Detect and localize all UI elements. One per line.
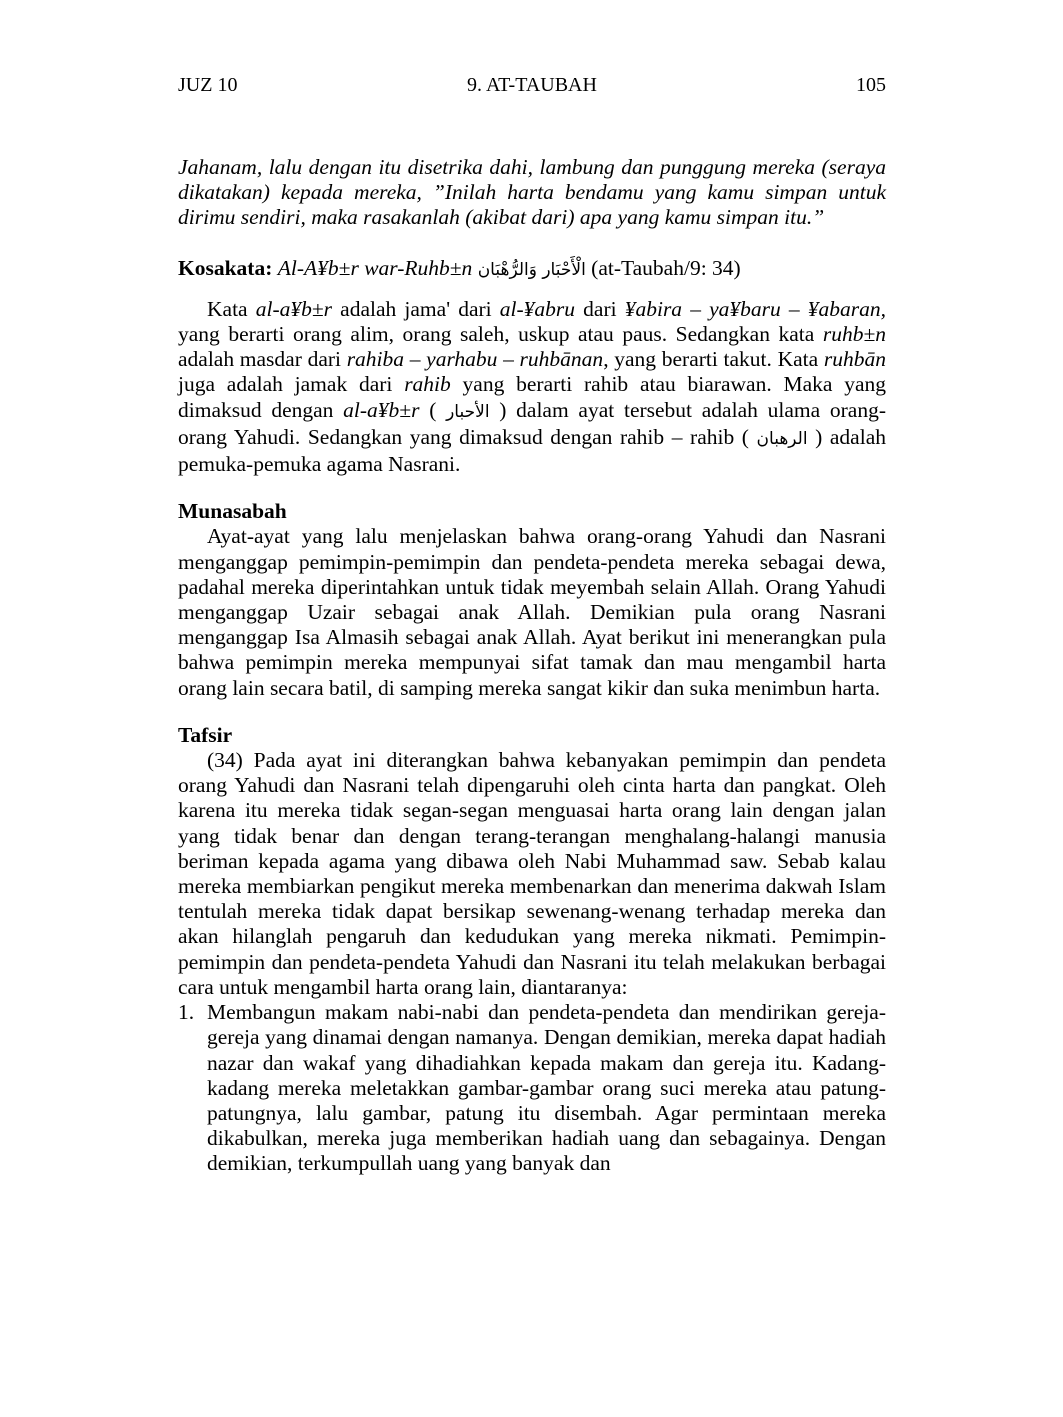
text-run: adalah jama' dari (332, 296, 500, 321)
text-run: yang berarti rahib atau biarawan. Maka yang dimaksud dengan (178, 372, 886, 422)
kosakata-label: Kosakata: (178, 255, 273, 280)
text-run: ) adalah pemuka-pemuka agama Nasrani. (178, 424, 886, 477)
tafsir-heading: Tafsir (178, 722, 233, 747)
spacer (178, 283, 886, 297)
intro-quote: Jahanam, lalu dengan itu disetrika dahi, lambung dan punggung mereka (seraya dikatakan) kepada mereka, ”Inilah harta bendamu yang kamu simpan untuk dirimu sendiri, maka rasakanlah (akibat dari) apa yang kamu simpan itu.” (178, 155, 886, 230)
kosakata-term: Al-A¥b±r war-Ruhb±n (277, 255, 473, 280)
arabic-term: الأحبار (446, 401, 490, 422)
text-run: Kata (207, 296, 256, 321)
running-header (178, 74, 886, 102)
text-run: yang berarti orang alim, orang saleh, uskup atau paus. Sedangkan kata (178, 322, 823, 347)
surah-title: 9. AT-TAUBAH (467, 74, 597, 96)
kosakata-arabic: الْأَحْبَار وَالرُّهْبَان (477, 259, 586, 280)
tafsir-points-list (178, 1000, 886, 1176)
term-italic: ruhb±n (822, 322, 886, 347)
text-run: juga adalah jamak dari (178, 372, 405, 397)
munasabah-paragraph: Ayat-ayat yang lalu menjelaskan bahwa orang-orang Yahudi dan Nasrani menganggap pemimpin-pemimpin dan pendeta-pendeta mereka sebagai dewa, padahal mereka diperintahkan untuk tidak meyembah selain Allah. Orang Yahudi menganggap Uzair sebagai anak Allah. Demikian pula orang Nasrani menganggap Isa Almasih sebagai anak Allah. Ayat berikut ini menerangkan pula bahwa pemimpin mereka mempunyai sifat tamak dan mau mengambil harta orang lain secara batil, di samping mereka sangat kikir dan suka menimbun harta. (178, 524, 886, 700)
list-item-number: 1. (178, 1000, 195, 1025)
text-run: , yang berarti takut. Kata (603, 347, 824, 372)
kosakata-reference: (at-Taubah/9: 34) (591, 255, 741, 280)
term-italic: ruhbān (823, 347, 886, 372)
term-italic: al-¥abru (499, 296, 576, 321)
text-run: ) dalam ayat tersebut adalah ulama orang-orang Yahudi. Sedangkan yang dimaksud dengan rahib – rahib ( (178, 397, 886, 449)
list-item (178, 1000, 886, 1176)
kosakata-heading-line (178, 256, 886, 283)
term-italic: al-a¥b±r (255, 296, 333, 321)
tafsir-paragraph: (34) Pada ayat ini diterangkan bahwa kebanyakan pemimpin dan pendeta orang Yahudi dan Nasrani telah dipengaruhi oleh cinta harta dan pangkat. Oleh karena itu mereka tidak segan-segan menguasai harta orang lain dengan jalan yang tidak benar dan dengan terang-terangan menghalang-halangi manusia beriman kepada agama yang dibawa oleh Nabi Muhammad saw. Sebab kalau mereka membiarkan pengikut mereka membenarkan dan menerima dakwah Islam tentulah mereka tidak dapat bersikap sewenang-wenang terhadap mereka dan akan hilanglah pengaruh dan kedudukan yang mereka nikmati. Pemimpin-pemimpin dan pendeta-pendeta Yahudi dan Nasrani itu telah melakukan berbagai cara untuk mengambil harta orang lain, diantaranya: (178, 748, 886, 999)
page-number: 105 (856, 74, 886, 96)
term-italic: al-a¥b±r (343, 397, 420, 422)
text-run: ( (419, 397, 447, 422)
text-run: adalah masdar dari (178, 347, 347, 372)
term-italic: ¥abira – ya¥baru – ¥abaran, (624, 296, 886, 321)
kosakata-paragraph (178, 297, 886, 477)
spacer (178, 701, 886, 723)
list-item-text: Membangun makam nabi-nabi dan pendeta-pendeta dan mendirikan gereja-gereja yang dinamai dengan namanya. Dengan demikian, mereka dapat hadiah nazar dan wakaf yang dihadiahkan kepada makam dan gereja itu. Kadang-kadang mereka meletakkan gambar-gambar orang suci mereka atau patung-patungnya, lalu gambar, patung itu disembah. Agar permintaan mereka dikabulkan, mereka juga memberikan hadiah uang dan sebagainya. Dengan demikian, terkumpullah uang yang banyak dan (207, 1000, 886, 1176)
page-body (178, 155, 886, 1177)
spacer (178, 477, 886, 499)
juz-label: JUZ 10 (178, 74, 238, 96)
term-italic: rahib (404, 372, 451, 397)
term-italic: rahiba – yarhabu – ruhbānan (346, 347, 604, 372)
arabic-term: الرهبان (756, 428, 808, 449)
spacer (178, 231, 886, 256)
text-run: dari (575, 296, 625, 321)
munasabah-heading: Munasabah (178, 499, 287, 524)
